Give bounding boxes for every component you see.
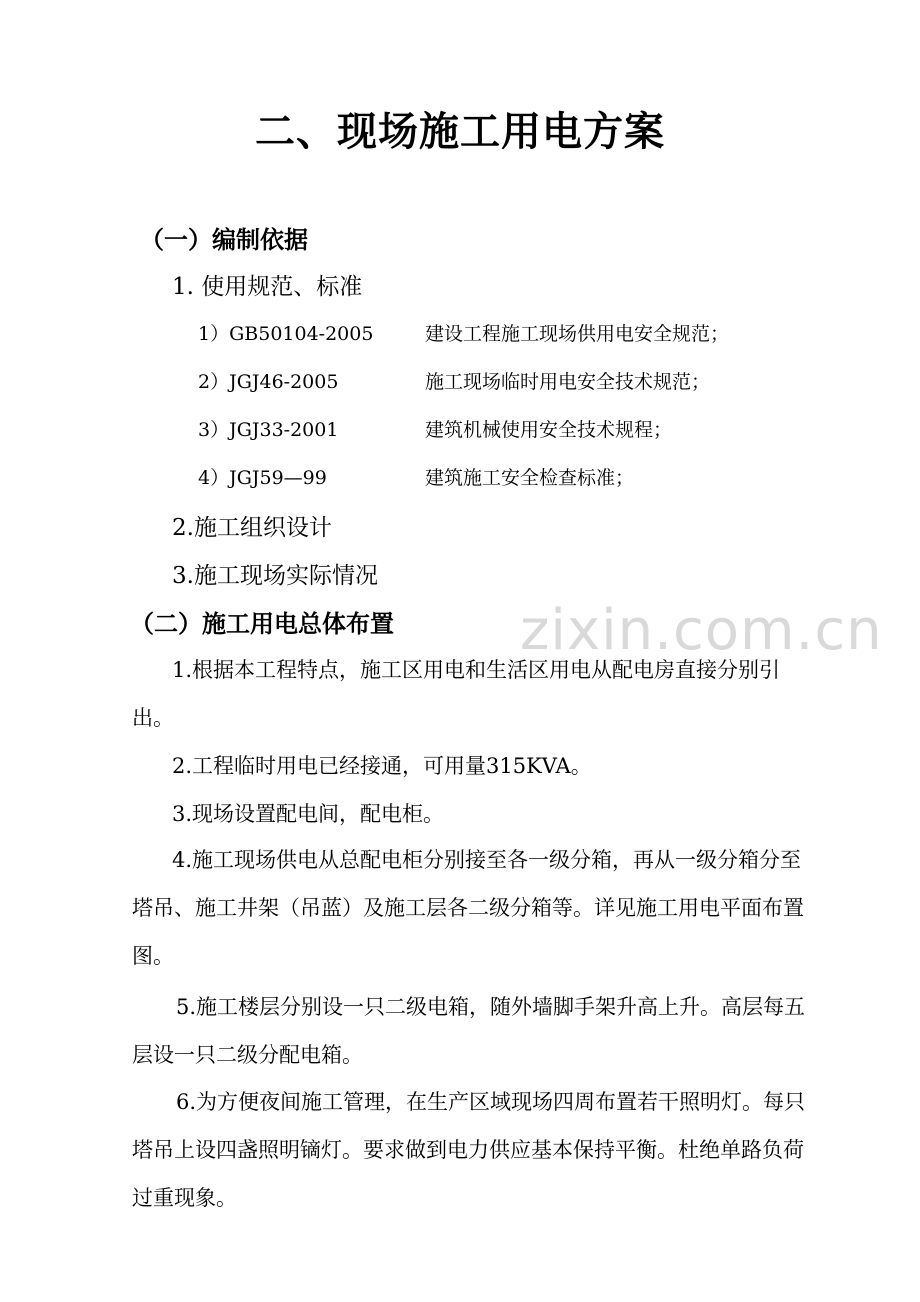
paragraph: 5.施工楼层分别设一只二级电箱，随外墙脚手架升高上升。高层每五层设一只二级分配电箱。 — [132, 995, 806, 1067]
paragraph: 1.根据本工程特点，施工区用电和生活区用电从配电房直接分别引出。 — [132, 658, 781, 730]
paragraph: 3.现场设置配电间，配电柜。 — [172, 802, 445, 826]
list-item-design: 2.施工组织设计 — [172, 515, 332, 541]
standard-name: 建筑机械使用安全技术规程； — [425, 419, 673, 441]
standard-code: 4）JGJ59—99 — [198, 467, 327, 489]
list-item-site: 3.施工现场实际情况 — [172, 563, 378, 589]
watermark: zixin.com.cn — [520, 598, 883, 663]
list-item-standards: 1. 使用规范、标准 — [172, 274, 363, 300]
standard-code: 3）JGJ33-2001 — [198, 419, 339, 441]
standard-code: 2）JGJ46-2005 — [198, 371, 339, 393]
standard-name: 建筑施工安全检查标准； — [425, 467, 635, 489]
page-title: 二、现场施工用电方案 — [255, 108, 665, 155]
paragraph: 4.施工现场供电从总配电柜分别接至各一级分箱，再从一级分箱分至塔吊、施工井架（吊蓝）及施工层各二级分箱等。详见施工用电平面布置图。 — [132, 848, 804, 968]
paragraph: 2.工程临时用电已经接通，可用量315KVA。 — [172, 754, 592, 778]
standard-name: 建设工程施工现场供用电安全规范； — [425, 323, 730, 345]
section-heading-layout: （二）施工用电总体布置 — [130, 610, 394, 638]
standard-code: 1）GB50104-2005 — [198, 323, 374, 345]
paragraph: 6.为方便夜间施工管理，在生产区域现场四周布置若干照明灯。每只塔吊上设四盏照明镝灯。要求做到电力供应基本保持平衡。杜绝单路负荷过重现象。 — [132, 1090, 806, 1210]
standard-name: 施工现场临时用电安全技术规范； — [425, 371, 711, 393]
section-heading-basis: （一）编制依据 — [140, 226, 308, 254]
